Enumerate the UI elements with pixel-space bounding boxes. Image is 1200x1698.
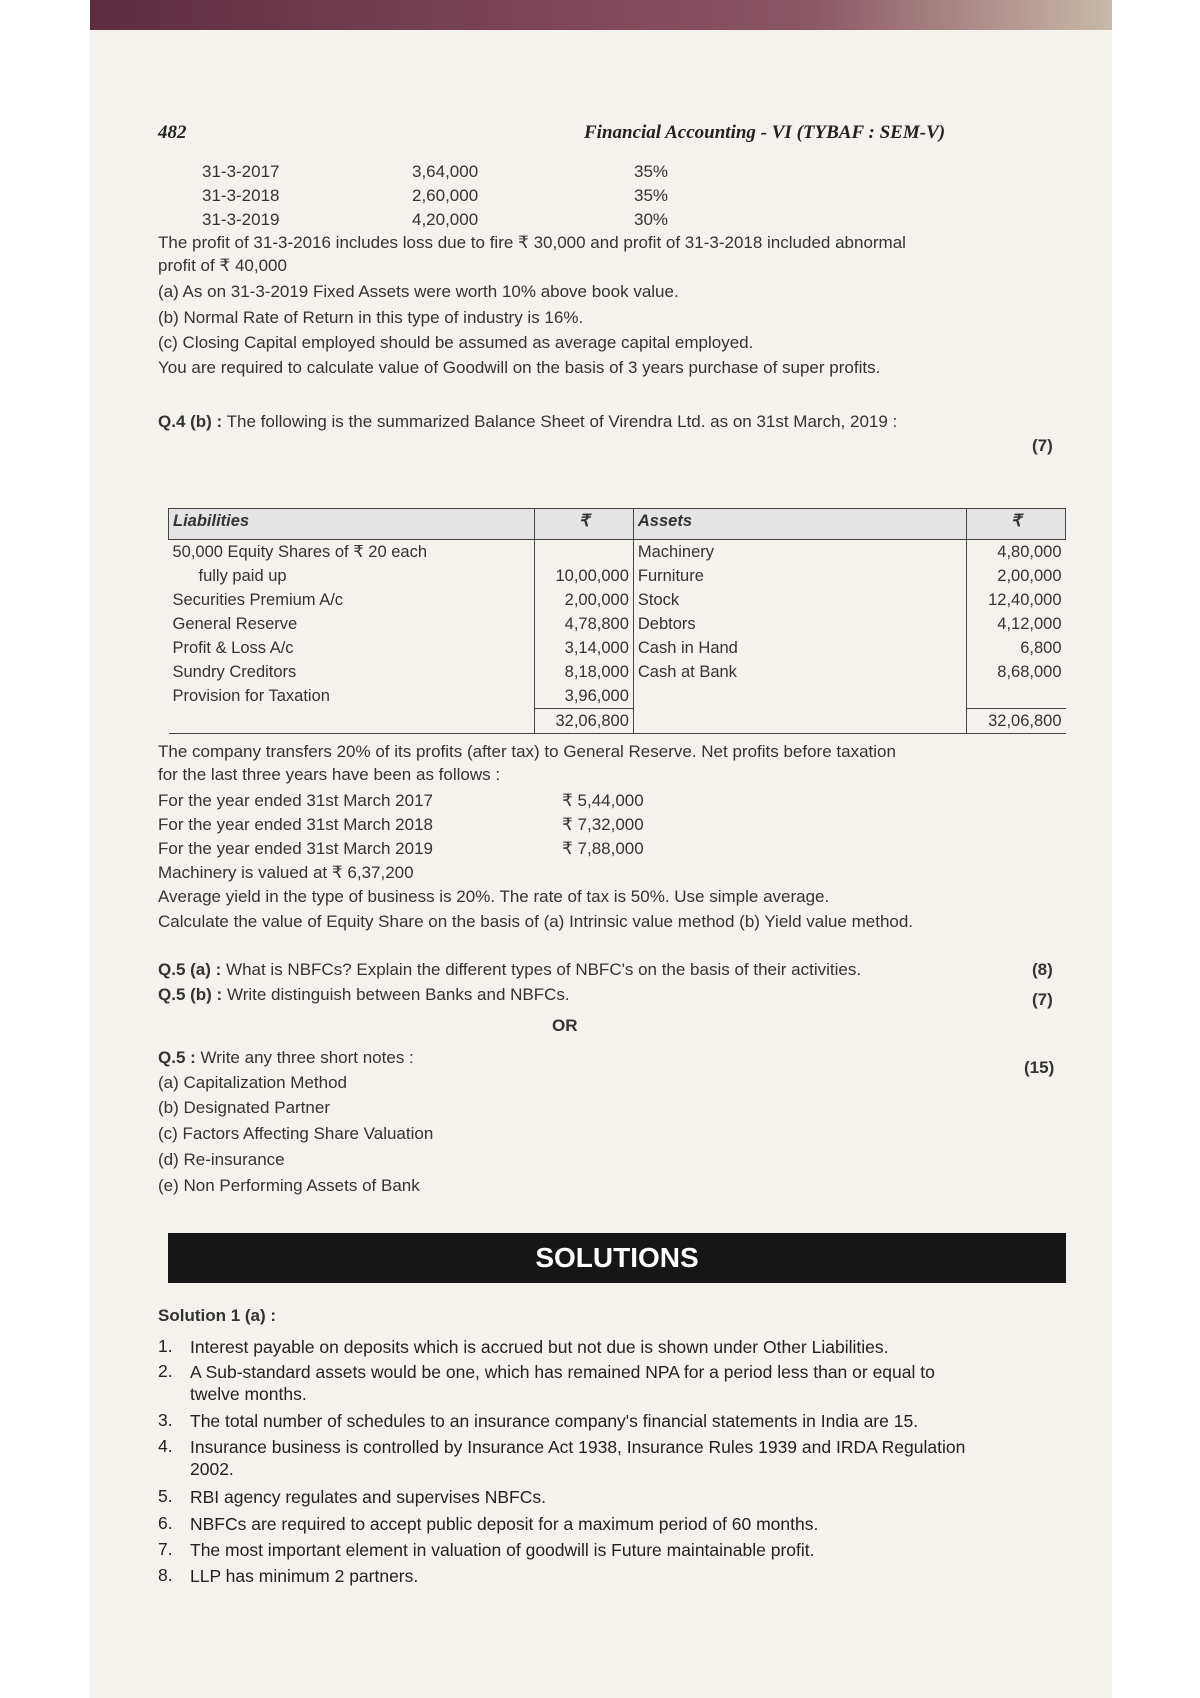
asset-cell: Cash in Hand xyxy=(637,639,738,657)
header-liabilities: Liabilities xyxy=(169,509,535,540)
liability-cell: General Reserve xyxy=(172,615,298,633)
header-amount: ₹ xyxy=(967,509,1066,540)
profit-amount: 2,60,000 xyxy=(412,186,479,205)
intro-line: (b) Normal Rate of Return in this type of industry is 16%. xyxy=(158,308,584,327)
liability-cell: Sundry Creditors xyxy=(172,663,297,681)
question-5-alt xyxy=(158,1048,414,1068)
header-assets: Assets xyxy=(633,509,966,540)
item-number: 5. xyxy=(158,1486,173,1506)
item-text: Interest payable on deposits which is accrued but not due is shown under Other Liabilities. xyxy=(190,1337,889,1357)
amount-cell: 4,80,000 xyxy=(967,540,1066,565)
question-text: Write distinguish between Banks and NBFCs. xyxy=(226,985,570,1004)
amount-cell: 8,18,000 xyxy=(535,660,634,684)
profit-amount: 3,64,000 xyxy=(412,162,479,181)
amount-cell: 8,68,000 xyxy=(967,660,1066,684)
table-row xyxy=(169,588,1066,612)
asset-cell: Furniture xyxy=(637,567,704,585)
liability-cell: Provision for Taxation xyxy=(172,687,330,705)
item-text: The most important element in valuation of goodwill is Future maintainable profit. xyxy=(190,1540,815,1560)
question-marks: (7) xyxy=(1032,990,1053,1009)
profit-rate: 30% xyxy=(634,210,669,229)
total-row xyxy=(169,709,1066,734)
profit-value: ₹ 5,44,000 xyxy=(562,791,644,810)
amount-cell: 3,96,000 xyxy=(535,684,634,709)
question-marks: (15) xyxy=(1024,1058,1055,1077)
asset-cell xyxy=(633,684,966,709)
question-text: What is NBFCs? Explain the different types of NBFC's on the basis of their activities. xyxy=(226,960,862,979)
asset-cell: Stock xyxy=(637,591,680,609)
note-item: (d) Re-insurance xyxy=(158,1150,285,1169)
header-amount: ₹ xyxy=(535,509,634,540)
item-number: 8. xyxy=(158,1565,173,1585)
question-label: Q.4 (b) : xyxy=(158,412,223,431)
amount-cell: 2,00,000 xyxy=(535,588,634,612)
amount-cell: 4,78,800 xyxy=(535,612,634,636)
table-row xyxy=(169,564,1066,588)
amount-cell: 2,00,000 xyxy=(967,564,1066,588)
question-marks: (8) xyxy=(1032,960,1053,979)
intro-line: (a) As on 31-3-2019 Fixed Assets were worth 10% above book value. xyxy=(158,282,679,301)
book-title: Financial Accounting - VI (TYBAF : SEM-V) xyxy=(584,122,946,143)
note-item: (b) Designated Partner xyxy=(158,1098,330,1117)
note-item: (e) Non Performing Assets of Bank xyxy=(158,1176,420,1195)
liability-cell: 50,000 Equity Shares of ₹ 20 each xyxy=(172,543,428,561)
asset-cell: Machinery xyxy=(637,543,714,561)
intro-line: profit of ₹ 40,000 xyxy=(158,256,287,275)
solution-label: Solution 1 (a) : xyxy=(158,1306,277,1325)
tail-line: Calculate the value of Equity Share on the basis of (a) Intrinsic value method (b) Yield value method. xyxy=(158,912,914,931)
tail-line: Average yield in the type of business is 20%. The rate of tax is 50%. Use simple average. xyxy=(158,887,830,906)
item-text: The total number of schedules to an insurance company's financial statements in India are 15. xyxy=(190,1411,919,1431)
item-number: 6. xyxy=(158,1513,173,1533)
amount-cell: 3,14,000 xyxy=(535,636,634,660)
profit-label: For the year ended 31st March 2019 xyxy=(158,839,433,858)
profit-date: 31-3-2018 xyxy=(202,186,280,205)
item-text: A Sub-standard assets would be one, which has remained NPA for a period less than or equal to twelve months. xyxy=(190,1362,935,1404)
page-number: 482 xyxy=(158,122,187,143)
document-page xyxy=(90,30,1112,1698)
item-text: LLP has minimum 2 partners. xyxy=(190,1566,419,1586)
asset-cell: Cash at Bank xyxy=(637,663,737,681)
profit-label: For the year ended 31st March 2017 xyxy=(158,791,433,810)
item-text: Insurance business is controlled by Insurance Act 1938, Insurance Rules 1939 and IRDA Regulation 2002. xyxy=(190,1437,966,1479)
item-text: RBI agency regulates and supervises NBFCs. xyxy=(190,1487,546,1507)
amount-cell: 4,12,000 xyxy=(967,612,1066,636)
details-line: for the last three years have been as follows : xyxy=(158,765,501,784)
item-number: 3. xyxy=(158,1410,173,1430)
total-liabilities: 32,06,800 xyxy=(535,709,634,734)
profit-date: 31-3-2019 xyxy=(202,210,280,229)
item-number: 2. xyxy=(158,1361,173,1381)
asset-cell: Debtors xyxy=(637,615,696,633)
question-label: Q.5 (b) : xyxy=(158,985,223,1004)
profit-value: ₹ 7,32,000 xyxy=(562,815,644,834)
question-text: The following is the summarized Balance Sheet of Virendra Ltd. as on 31st March, 2019 : xyxy=(226,412,898,431)
intro-line: You are required to calculate value of Goodwill on the basis of 3 years purchase of super profits. xyxy=(158,358,881,377)
table-row xyxy=(169,612,1066,636)
table-row xyxy=(169,684,1066,709)
or-separator: OR xyxy=(552,1016,578,1035)
table-row xyxy=(169,540,1066,565)
total-assets: 32,06,800 xyxy=(967,709,1066,734)
question-label: Q.5 (a) : xyxy=(158,960,222,979)
question-label: Q.5 : xyxy=(158,1048,196,1067)
table-row xyxy=(169,660,1066,684)
tail-line: Machinery is valued at ₹ 6,37,200 xyxy=(158,863,414,882)
question-marks: (7) xyxy=(1032,436,1053,455)
amount-cell xyxy=(967,684,1066,709)
solutions-heading: SOLUTIONS xyxy=(168,1233,1066,1283)
liability-cell: fully paid up xyxy=(198,567,287,585)
question-5b xyxy=(158,985,570,1005)
question-5a xyxy=(158,960,861,980)
profit-rate: 35% xyxy=(634,186,669,205)
item-text: NBFCs are required to accept public deposit for a maximum period of 60 months. xyxy=(190,1514,819,1534)
profit-rate: 35% xyxy=(634,162,669,181)
profit-value: ₹ 7,88,000 xyxy=(562,839,644,858)
profit-label: For the year ended 31st March 2018 xyxy=(158,815,433,834)
amount-cell: 12,40,000 xyxy=(967,588,1066,612)
liability-cell: Profit & Loss A/c xyxy=(172,639,294,657)
item-number: 1. xyxy=(158,1336,173,1356)
profit-amount: 4,20,000 xyxy=(412,210,479,229)
details-line: The company transfers 20% of its profits (after tax) to General Reserve. Net profits before taxation xyxy=(158,742,896,761)
item-number: 7. xyxy=(158,1539,173,1559)
question-4b xyxy=(158,412,897,432)
profit-date: 31-3-2017 xyxy=(202,162,280,181)
amount-cell: 10,00,000 xyxy=(535,564,634,588)
left-margin xyxy=(0,0,90,1698)
amount-cell xyxy=(535,540,634,565)
note-item: (c) Factors Affecting Share Valuation xyxy=(158,1124,434,1143)
note-item: (a) Capitalization Method xyxy=(158,1073,347,1092)
intro-line: The profit of 31-3-2016 includes loss due to fire ₹ 30,000 and profit of 31-3-2018 included abnormal xyxy=(158,233,906,252)
intro-line: (c) Closing Capital employed should be assumed as average capital employed. xyxy=(158,333,754,352)
liability-cell: Securities Premium A/c xyxy=(172,591,344,609)
item-number: 4. xyxy=(158,1436,173,1456)
right-margin xyxy=(1112,0,1200,1698)
balance-sheet-table xyxy=(168,508,1066,734)
question-text: Write any three short notes : xyxy=(200,1048,414,1067)
table-row xyxy=(169,636,1066,660)
amount-cell: 6,800 xyxy=(967,636,1066,660)
